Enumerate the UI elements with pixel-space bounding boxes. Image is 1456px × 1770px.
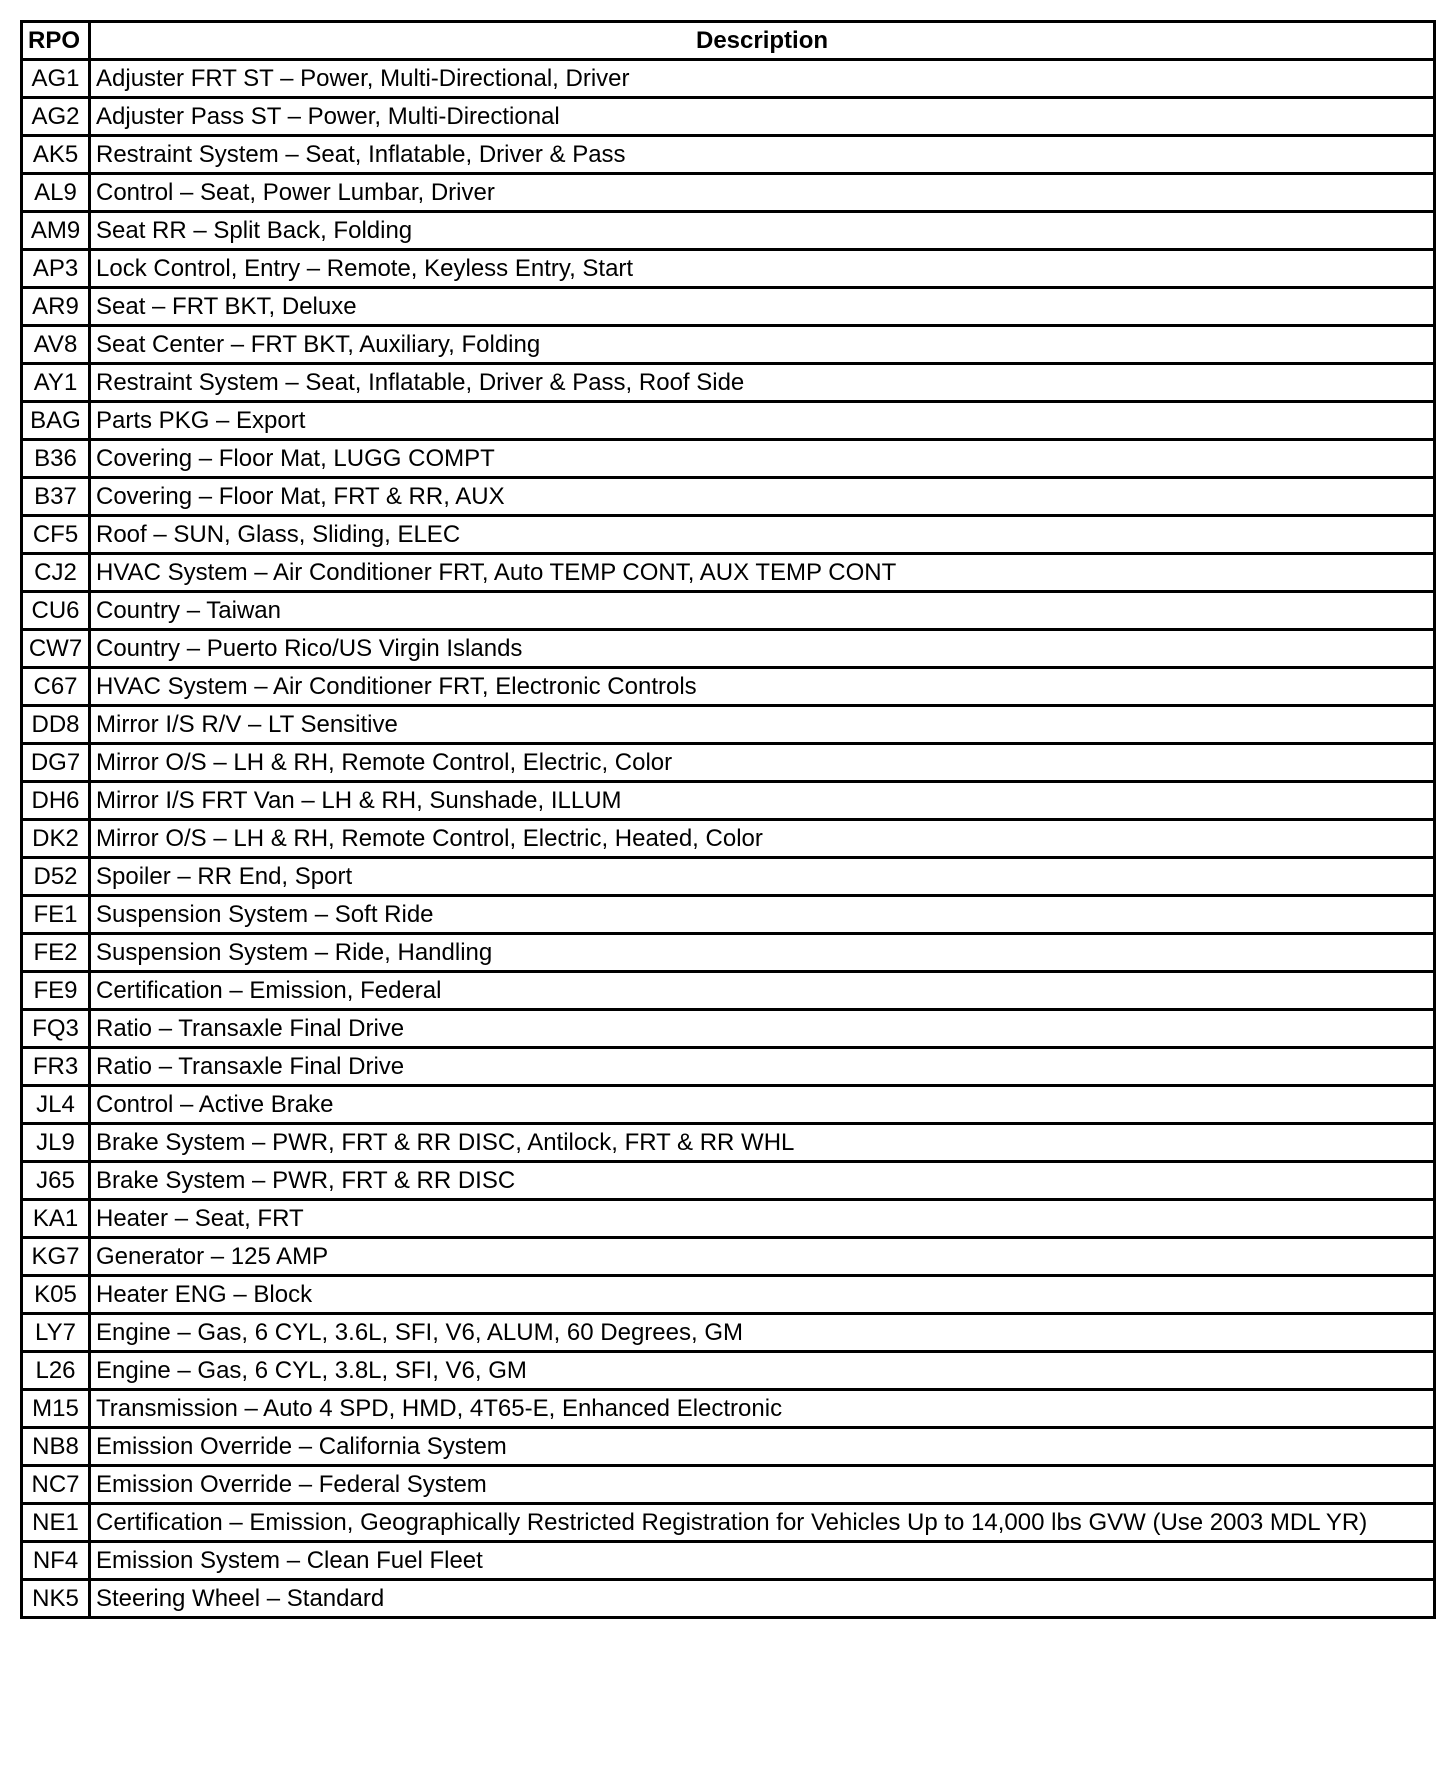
description-cell: Mirror O/S – LH & RH, Remote Control, Electric, Heated, Color <box>90 820 1435 858</box>
description-cell: Brake System – PWR, FRT & RR DISC, Antilock, FRT & RR WHL <box>90 1124 1435 1162</box>
rpo-code-cell: DG7 <box>22 744 90 782</box>
table-row <box>22 1542 1435 1580</box>
rpo-code-cell: NB8 <box>22 1428 90 1466</box>
description-cell: Lock Control, Entry – Remote, Keyless Entry, Start <box>90 250 1435 288</box>
rpo-code-cell: K05 <box>22 1276 90 1314</box>
table-row <box>22 1390 1435 1428</box>
rpo-code-cell: CF5 <box>22 516 90 554</box>
description-cell: Seat – FRT BKT, Deluxe <box>90 288 1435 326</box>
table-row <box>22 896 1435 934</box>
rpo-code-cell: M15 <box>22 1390 90 1428</box>
rpo-code-cell: NE1 <box>22 1504 90 1542</box>
rpo-code-cell: B36 <box>22 440 90 478</box>
table-row <box>22 934 1435 972</box>
table-row <box>22 1466 1435 1504</box>
description-cell: Country – Taiwan <box>90 592 1435 630</box>
description-cell: Covering – Floor Mat, LUGG COMPT <box>90 440 1435 478</box>
table-row <box>22 1010 1435 1048</box>
rpo-code-cell: AP3 <box>22 250 90 288</box>
description-cell: Ratio – Transaxle Final Drive <box>90 1048 1435 1086</box>
description-cell: Seat Center – FRT BKT, Auxiliary, Folding <box>90 326 1435 364</box>
description-cell: Country – Puerto Rico/US Virgin Islands <box>90 630 1435 668</box>
table-row <box>22 1086 1435 1124</box>
table-row <box>22 440 1435 478</box>
rpo-code-cell: FQ3 <box>22 1010 90 1048</box>
table-row <box>22 1352 1435 1390</box>
table-row <box>22 174 1435 212</box>
description-cell: Certification – Emission, Geographically Restricted Registration for Vehicles Up to 14,000 lbs GVW (Use 2003 MDL YR) <box>90 1504 1435 1542</box>
rpo-code-cell: B37 <box>22 478 90 516</box>
description-cell: Emission System – Clean Fuel Fleet <box>90 1542 1435 1580</box>
rpo-code-cell: FR3 <box>22 1048 90 1086</box>
rpo-code-cell: J65 <box>22 1162 90 1200</box>
table-row <box>22 706 1435 744</box>
description-cell: Parts PKG – Export <box>90 402 1435 440</box>
rpo-code-cell: AL9 <box>22 174 90 212</box>
description-cell: Engine – Gas, 6 CYL, 3.8L, SFI, V6, GM <box>90 1352 1435 1390</box>
table-row <box>22 972 1435 1010</box>
column-header-rpo: RPO <box>22 22 90 60</box>
rpo-code-cell: L26 <box>22 1352 90 1390</box>
rpo-code-cell: BAG <box>22 402 90 440</box>
rpo-code-cell: FE2 <box>22 934 90 972</box>
description-cell: Restraint System – Seat, Inflatable, Driver & Pass <box>90 136 1435 174</box>
table-row <box>22 1124 1435 1162</box>
table-row <box>22 858 1435 896</box>
description-cell: Ratio – Transaxle Final Drive <box>90 1010 1435 1048</box>
description-cell: Mirror I/S R/V – LT Sensitive <box>90 706 1435 744</box>
rpo-code-cell: AG2 <box>22 98 90 136</box>
table-row <box>22 744 1435 782</box>
table-row <box>22 1504 1435 1542</box>
table-row <box>22 1428 1435 1466</box>
rpo-code-cell: DK2 <box>22 820 90 858</box>
table-row <box>22 250 1435 288</box>
description-cell: Restraint System – Seat, Inflatable, Driver & Pass, Roof Side <box>90 364 1435 402</box>
description-cell: Seat RR – Split Back, Folding <box>90 212 1435 250</box>
table-row <box>22 1048 1435 1086</box>
rpo-code-cell: CW7 <box>22 630 90 668</box>
table-row <box>22 1238 1435 1276</box>
table-row <box>22 820 1435 858</box>
description-cell: Mirror O/S – LH & RH, Remote Control, Electric, Color <box>90 744 1435 782</box>
table-row <box>22 212 1435 250</box>
rpo-code-cell: AG1 <box>22 60 90 98</box>
description-cell: Covering – Floor Mat, FRT & RR, AUX <box>90 478 1435 516</box>
table-row <box>22 1314 1435 1352</box>
table-row <box>22 478 1435 516</box>
rpo-code-cell: JL9 <box>22 1124 90 1162</box>
table-row <box>22 554 1435 592</box>
description-cell: Suspension System – Soft Ride <box>90 896 1435 934</box>
description-cell: Spoiler – RR End, Sport <box>90 858 1435 896</box>
header-row <box>22 22 1435 60</box>
rpo-code-cell: DH6 <box>22 782 90 820</box>
rpo-code-cell: DD8 <box>22 706 90 744</box>
rpo-code-cell: AK5 <box>22 136 90 174</box>
column-header-description: Description <box>90 22 1435 60</box>
table-body <box>22 60 1435 1618</box>
table-row <box>22 326 1435 364</box>
rpo-code-cell: AR9 <box>22 288 90 326</box>
description-cell: Control – Active Brake <box>90 1086 1435 1124</box>
description-cell: Transmission – Auto 4 SPD, HMD, 4T65-E, Enhanced Electronic <box>90 1390 1435 1428</box>
table-row <box>22 60 1435 98</box>
description-cell: Emission Override – California System <box>90 1428 1435 1466</box>
description-cell: Heater – Seat, FRT <box>90 1200 1435 1238</box>
rpo-code-cell: AY1 <box>22 364 90 402</box>
rpo-code-cell: AM9 <box>22 212 90 250</box>
rpo-code-cell: KG7 <box>22 1238 90 1276</box>
rpo-code-cell: D52 <box>22 858 90 896</box>
description-cell: Generator – 125 AMP <box>90 1238 1435 1276</box>
table-row <box>22 630 1435 668</box>
rpo-code-cell: CU6 <box>22 592 90 630</box>
table-row <box>22 516 1435 554</box>
rpo-code-cell: NK5 <box>22 1580 90 1618</box>
rpo-code-cell: NF4 <box>22 1542 90 1580</box>
description-cell: HVAC System – Air Conditioner FRT, Auto TEMP CONT, AUX TEMP CONT <box>90 554 1435 592</box>
rpo-code-cell: C67 <box>22 668 90 706</box>
description-cell: Roof – SUN, Glass, Sliding, ELEC <box>90 516 1435 554</box>
description-cell: HVAC System – Air Conditioner FRT, Electronic Controls <box>90 668 1435 706</box>
table-row <box>22 668 1435 706</box>
description-cell: Engine – Gas, 6 CYL, 3.6L, SFI, V6, ALUM, 60 Degrees, GM <box>90 1314 1435 1352</box>
rpo-code-cell: KA1 <box>22 1200 90 1238</box>
table-row <box>22 782 1435 820</box>
description-cell: Adjuster Pass ST – Power, Multi-Directional <box>90 98 1435 136</box>
rpo-code-cell: LY7 <box>22 1314 90 1352</box>
table-row <box>22 1276 1435 1314</box>
rpo-code-cell: FE9 <box>22 972 90 1010</box>
table-row <box>22 1580 1435 1618</box>
rpo-code-cell: JL4 <box>22 1086 90 1124</box>
table-row <box>22 364 1435 402</box>
table-row <box>22 136 1435 174</box>
table-row <box>22 288 1435 326</box>
table-row <box>22 592 1435 630</box>
description-cell: Adjuster FRT ST – Power, Multi-Directional, Driver <box>90 60 1435 98</box>
rpo-code-cell: FE1 <box>22 896 90 934</box>
rpo-table <box>20 20 1436 1619</box>
description-cell: Certification – Emission, Federal <box>90 972 1435 1010</box>
description-cell: Steering Wheel – Standard <box>90 1580 1435 1618</box>
rpo-code-cell: AV8 <box>22 326 90 364</box>
rpo-code-cell: CJ2 <box>22 554 90 592</box>
description-cell: Heater ENG – Block <box>90 1276 1435 1314</box>
table-row <box>22 98 1435 136</box>
description-cell: Brake System – PWR, FRT & RR DISC <box>90 1162 1435 1200</box>
rpo-code-cell: NC7 <box>22 1466 90 1504</box>
table-row <box>22 1200 1435 1238</box>
description-cell: Emission Override – Federal System <box>90 1466 1435 1504</box>
table-row <box>22 402 1435 440</box>
description-cell: Mirror I/S FRT Van – LH & RH, Sunshade, ILLUM <box>90 782 1435 820</box>
description-cell: Suspension System – Ride, Handling <box>90 934 1435 972</box>
description-cell: Control – Seat, Power Lumbar, Driver <box>90 174 1435 212</box>
table-row <box>22 1162 1435 1200</box>
